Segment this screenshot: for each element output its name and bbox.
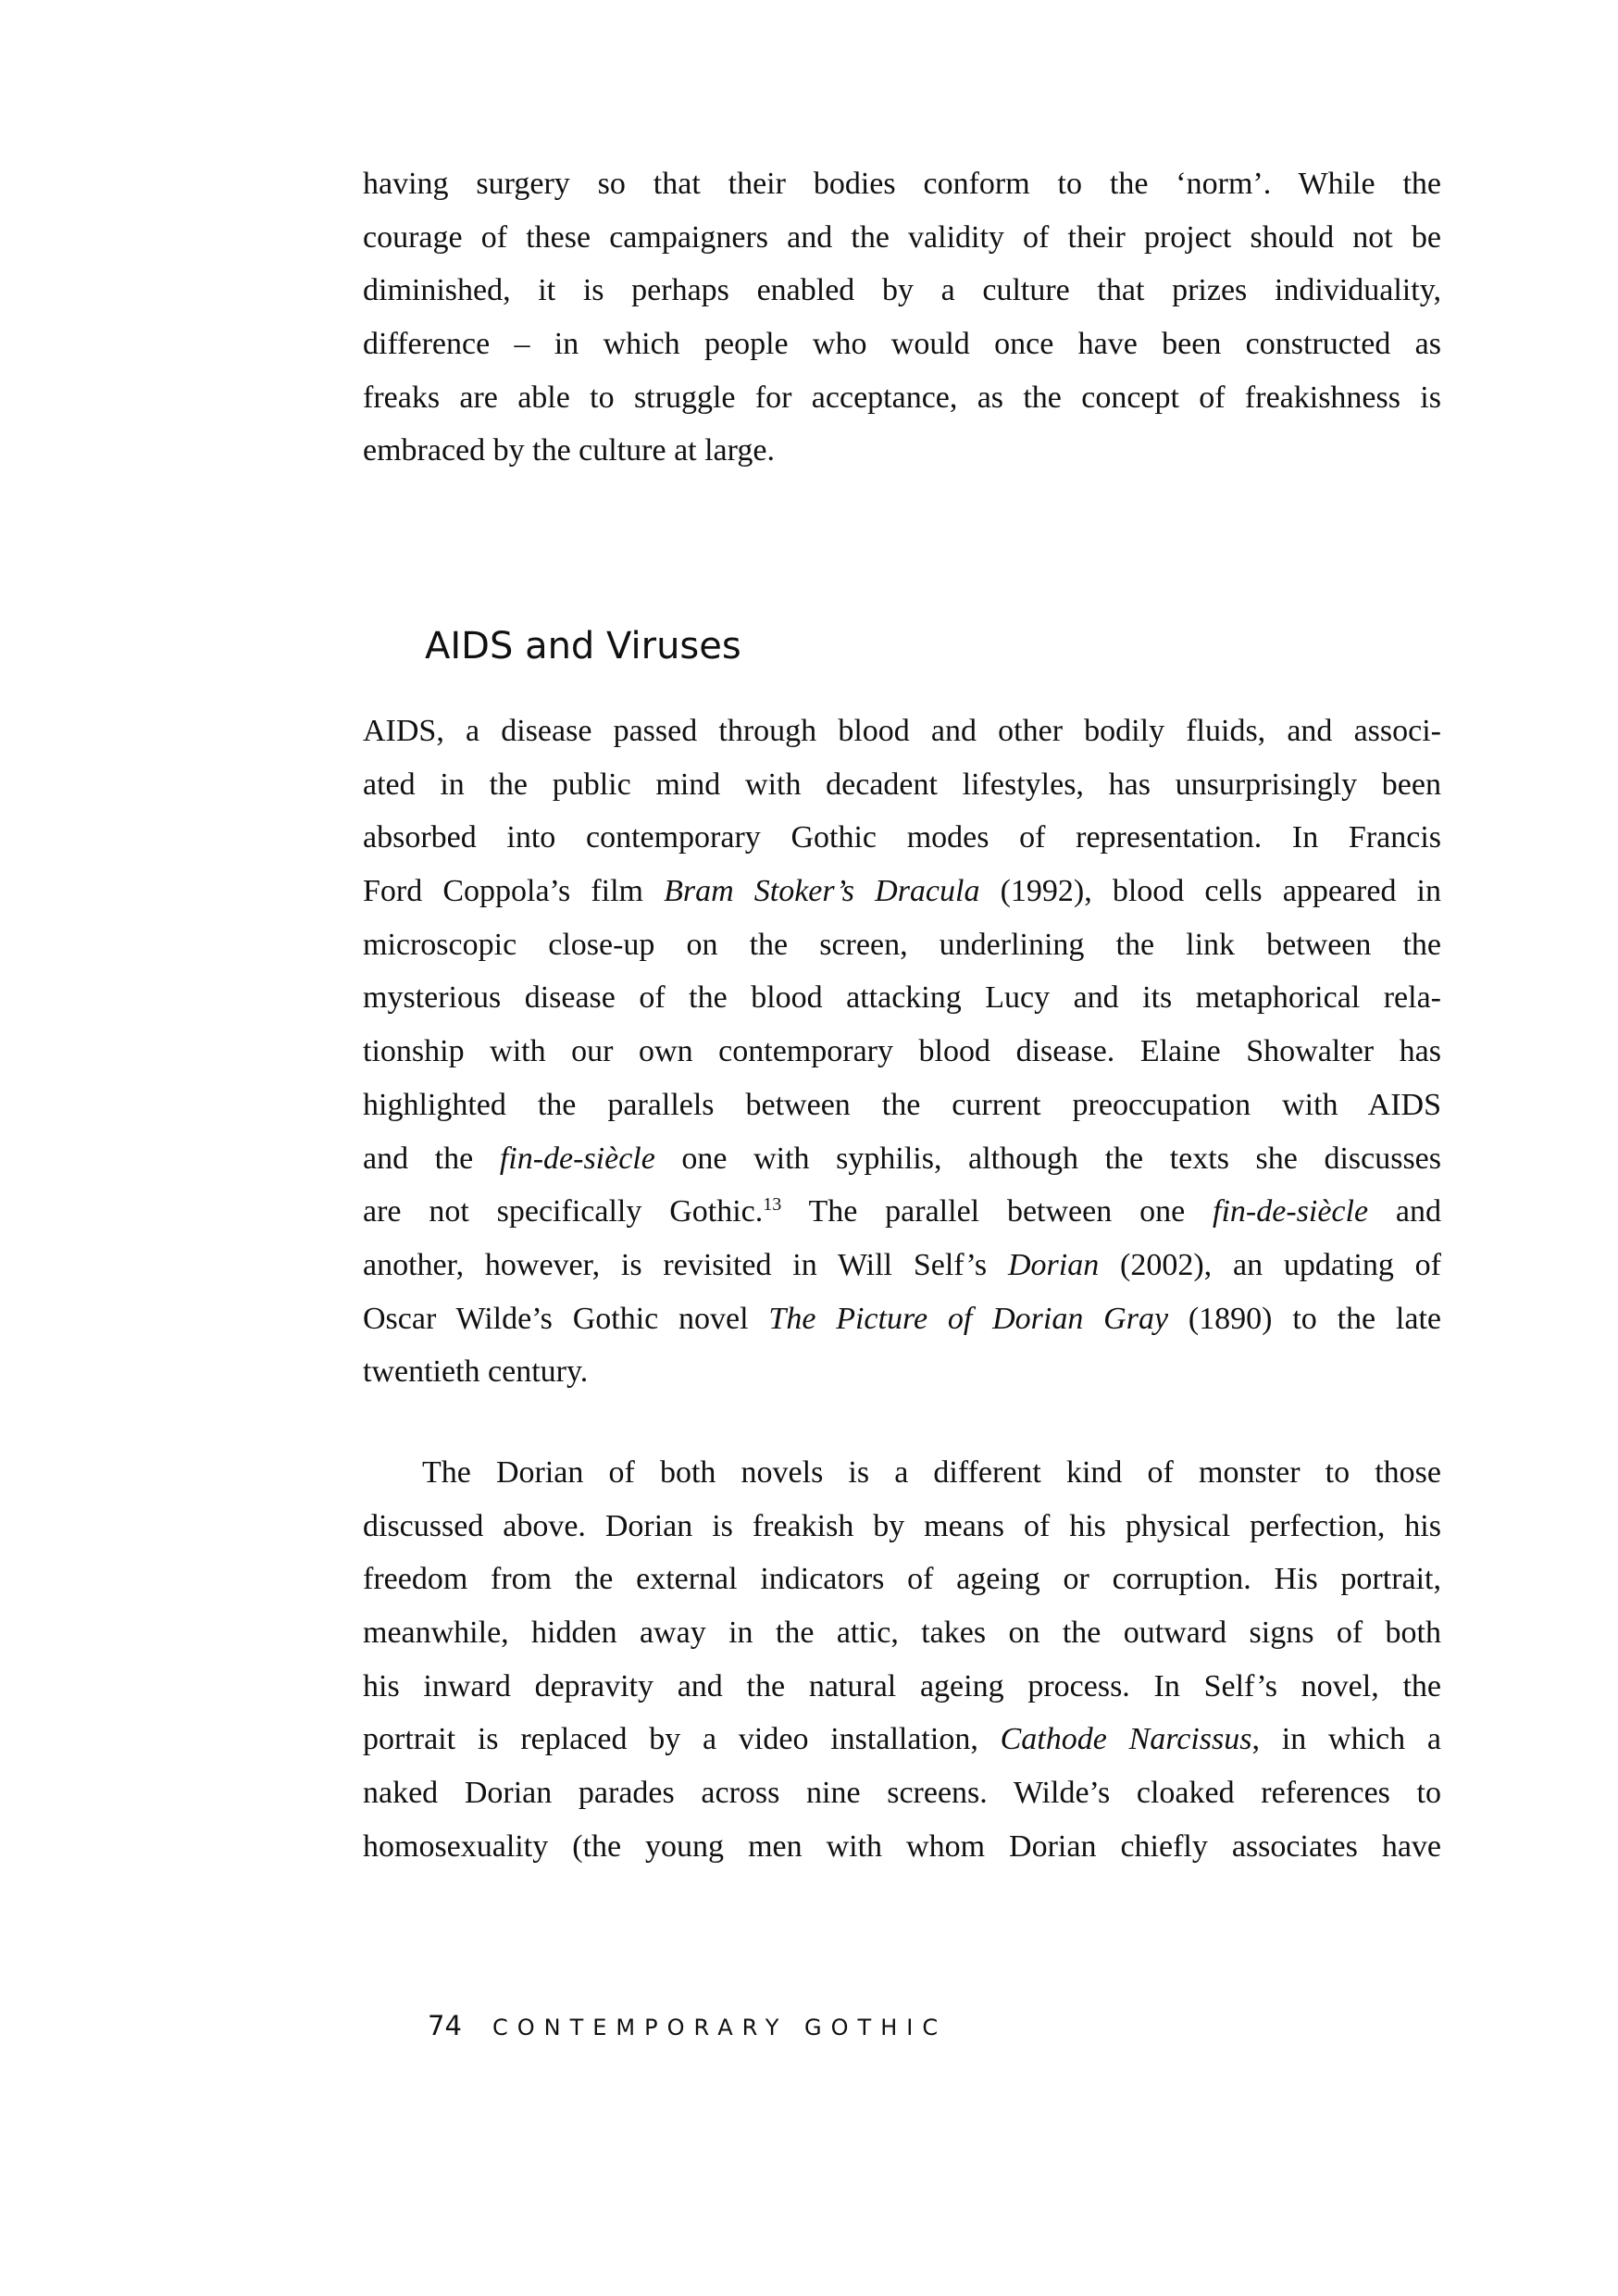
- text-line: [363, 758, 1441, 812]
- text-line: [363, 424, 1441, 478]
- italic-title: fin-de-siècle: [499, 1141, 655, 1176]
- text-run: ated in the public mind with decadent lifestyles, has unsurprisingly been: [363, 767, 1441, 802]
- text-run: highlighted the parallels between the current preoccupation with AIDS: [363, 1087, 1441, 1122]
- text-run: , in which a: [1251, 1722, 1442, 1757]
- text-run: courage of these campaigners and the validity of their project should not be: [363, 219, 1441, 255]
- italic-title: Dorian: [1007, 1247, 1100, 1282]
- italic-title: fin-de-siècle: [1213, 1194, 1369, 1229]
- text-line: [363, 1606, 1441, 1660]
- text-run: one with syphilis, although the texts she discusses: [654, 1141, 1441, 1176]
- text-line: [363, 1766, 1441, 1820]
- text-line: [363, 918, 1441, 972]
- text-run: tionship with our own contemporary blood disease. Elaine Showalter has: [363, 1034, 1441, 1069]
- text-line: [363, 705, 1441, 758]
- italic-title: Cathode Narcissus: [1000, 1722, 1252, 1757]
- text-line: [363, 1820, 1441, 1874]
- italic-title: Bram Stoker’s Dracula: [664, 874, 980, 909]
- paragraph-3: [363, 1446, 1441, 1874]
- text-line: [363, 264, 1441, 318]
- text-line: [363, 865, 1441, 918]
- text-run: naked Dorian parades across nine screens. Wilde’s cloaked references to: [363, 1776, 1441, 1811]
- text-run: microscopic close-up on the screen, underlining the link between the: [363, 927, 1441, 962]
- paragraph-2: [363, 705, 1441, 1399]
- text-line: [363, 1660, 1441, 1714]
- text-run: freedom from the external indicators of ageing or corruption. His portrait,: [363, 1562, 1441, 1597]
- text-run: diminished, it is perhaps enabled by a culture that prizes individuality,: [363, 273, 1441, 308]
- text-line: [363, 318, 1441, 371]
- text-run: The Dorian of both novels is a different kind of monster to those: [422, 1455, 1441, 1490]
- text-line: [363, 1185, 1441, 1239]
- text-line: [363, 1292, 1441, 1346]
- text-run: (1890) to the late: [1168, 1301, 1442, 1336]
- text-line: [363, 971, 1441, 1025]
- text-run: Ford Coppola’s film: [363, 874, 665, 909]
- text-run: (1992), blood cells appeared in: [979, 874, 1441, 909]
- text-run: freaks are able to struggle for acceptance, as the concept of freakishness is: [363, 380, 1441, 415]
- footnote-ref: 13: [763, 1194, 782, 1216]
- italic-title: The Picture of Dorian Gray: [768, 1301, 1169, 1336]
- text-run: having surgery so that their bodies conform to the ‘norm’. While the: [363, 167, 1441, 201]
- text-line: [363, 157, 1441, 211]
- text-run: Oscar Wilde’s Gothic novel: [363, 1301, 769, 1336]
- text-run: homosexuality (the young men with whom Dorian chiefly associates have: [363, 1828, 1441, 1864]
- text-line: [363, 371, 1441, 425]
- text-line: [363, 1345, 1441, 1399]
- text-run: difference – in which people who would once have been constructed as: [363, 327, 1441, 362]
- text-line: [363, 1446, 1441, 1500]
- paragraph-1: [363, 157, 1441, 478]
- page-number: 74: [428, 2010, 462, 2041]
- text-line: [363, 1025, 1441, 1079]
- text-line: [363, 1713, 1441, 1766]
- text-run: portrait is replaced by a video installation,: [363, 1722, 1001, 1757]
- text-run: discussed above. Dorian is freakish by means of his physical perfection, his: [363, 1508, 1441, 1543]
- text-run: are not specifically Gothic.: [363, 1194, 764, 1229]
- text-run: another, however, is revisited in Will Self’s: [363, 1247, 1008, 1282]
- page-footer: [428, 2007, 947, 2049]
- text-line: [363, 1239, 1441, 1292]
- text-run: embraced by the culture at large.: [363, 433, 775, 468]
- text-line: [363, 1079, 1441, 1132]
- text-run: twentieth century.: [363, 1354, 589, 1390]
- text-run: and: [1368, 1194, 1441, 1229]
- text-run: meanwhile, hidden away in the attic, takes on the outward signs of both: [363, 1616, 1441, 1651]
- text-run: The parallel between one: [781, 1194, 1214, 1229]
- text-line: [363, 1132, 1441, 1186]
- text-run: mysterious disease of the blood attacking Lucy and its metaphorical rela-: [363, 980, 1441, 1016]
- running-head: CONTEMPORARY GOTHIC: [492, 2015, 948, 2040]
- text-run: (2002), an updating of: [1099, 1247, 1441, 1282]
- text-line: [363, 1553, 1441, 1606]
- text-run: his inward depravity and the natural ageing process. In Self’s novel, the: [363, 1668, 1441, 1703]
- text-line: [363, 1500, 1441, 1554]
- text-run: absorbed into contemporary Gothic modes of representation. In Francis: [363, 820, 1441, 855]
- text-run: AIDS, a disease passed through blood and other bodily fluids, and associ-: [363, 714, 1441, 748]
- text-run: and the: [363, 1141, 500, 1176]
- section-heading: AIDS and Viruses: [425, 625, 741, 668]
- text-line: [363, 211, 1441, 265]
- text-line: [363, 811, 1441, 865]
